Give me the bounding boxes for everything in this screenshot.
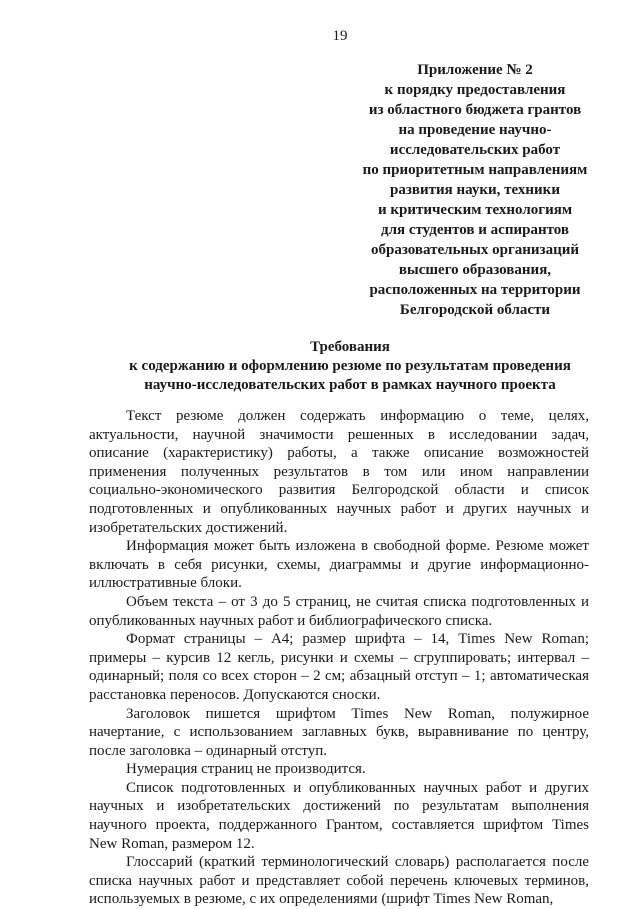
- appendix-line: и критическим технологиям: [377, 202, 573, 218]
- paragraph: Заголовок пишется шрифтом Times New Roman, полужирное начертание, с использованием заглавных букв, выравнивание по центру, после заголовка – одинарный отступ.: [89, 705, 589, 759]
- appendix-line: Приложение № 2: [417, 62, 533, 78]
- appendix-line: для студентов и аспирантов: [380, 222, 569, 238]
- paragraph: Объем текста – от 3 до 5 страниц, не считая списка подготовленных и опубликованных научных работ и библиографического списка.: [89, 593, 589, 629]
- paragraph: Формат страницы – А4; размер шрифта – 14, Times New Roman; примеры – курсив 12 кегль, рисунки и схемы – сгруппировать; интервал – одинарный; поля со всех сторон – 2 см; абзацный отступ – 1; автоматическая расстановка переносов. Допускаются сноски.: [89, 631, 589, 703]
- appendix-line: образовательных организаций: [371, 242, 579, 258]
- paragraph: Список подготовленных и опубликованных научных работ и других научных и изобретательских достижений по результатам выполнения научного проекта, поддержанного Грантом, составляется шрифтом Times New Roman, размером 12.: [89, 779, 589, 852]
- paragraph: Информация может быть изложена в свободной форме. Резюме может включать в себя рисунки, схемы, диаграммы и другие информационно-иллюстративные блоки.: [89, 538, 589, 592]
- body-text: [89, 407, 589, 909]
- appendix-line: развития науки, техники: [390, 182, 560, 198]
- title-line: Требования: [310, 339, 390, 355]
- appendix-line: Белгородской области: [399, 302, 551, 318]
- title-line: к содержанию и оформлению резюме по результатам проведения: [129, 358, 571, 374]
- appendix-line: из областного бюджета грантов: [368, 102, 582, 118]
- paragraph: Нумерация страниц не производится.: [126, 761, 366, 778]
- paragraph: Глоссарий (краткий терминологический словарь) располагается после списка научных работ и представляет собой перечень ключевых терминов, используемых в резюме, с их определениями (шрифт Times New Roman,: [89, 854, 589, 908]
- appendix-line: высшего образования,: [398, 262, 552, 278]
- appendix-heading: [340, 60, 610, 320]
- appendix-line: на проведение научно-: [398, 122, 552, 138]
- document-title: [60, 338, 640, 395]
- title-line: научно-исследовательских работ в рамках научного проекта: [144, 377, 556, 393]
- appendix-line: расположенных на территории: [369, 282, 581, 298]
- appendix-line: исследовательских работ: [389, 142, 561, 158]
- page-number: 19: [332, 28, 348, 44]
- appendix-line: по приоритетным направлениям: [362, 162, 588, 178]
- paragraph: Текст резюме должен содержать информацию о теме, целях, актуальности, научной значимости решенных в исследовании задач, описание (характеристику) работы, а также описание возможностей применения полученных результатов в том или ином направлении социально-экономического развития Белгородской области и список подготовленных и опубликованных научных работ и других научных и изобретательских достижений.: [89, 408, 589, 536]
- appendix-line: к порядку предоставления: [384, 82, 566, 98]
